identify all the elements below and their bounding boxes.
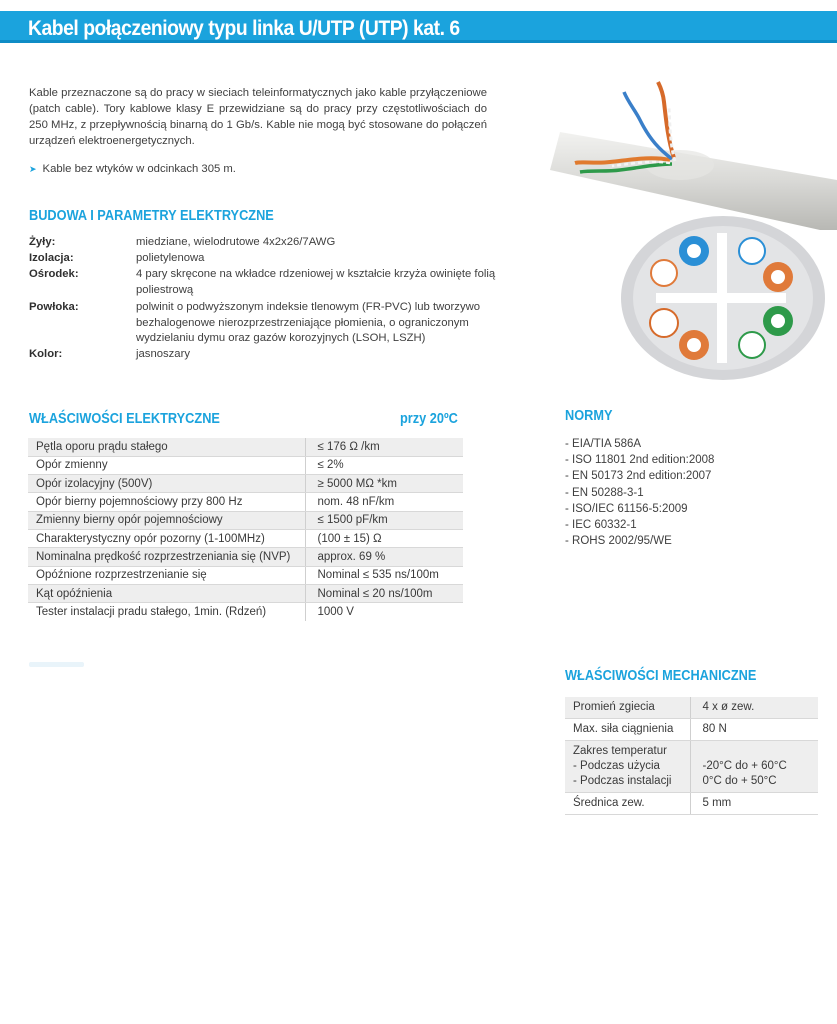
param-row-core-center — [29, 267, 499, 299]
param-label: Powłoka: — [29, 301, 79, 313]
table-cell-value: (100 ± 15) Ω — [305, 529, 463, 547]
norms-list — [565, 436, 714, 549]
table-row — [565, 697, 818, 719]
table-cell-name: Kąt opóźnienia — [28, 584, 305, 602]
table-row — [565, 719, 818, 741]
table-cell-name: Nominalna prędkość rozprzestrzeniania się (NVP) — [28, 548, 305, 566]
table-cell-value: ≤ 176 Ω /km — [305, 438, 463, 456]
temp-install-value: 0°C do + 50°C — [702, 775, 777, 787]
table-cell-value: ≥ 5000 MΩ *km — [305, 475, 463, 493]
list-item: - ROHS 2002/95/WE — [565, 535, 672, 548]
decorative-mark — [29, 662, 84, 667]
table-row — [28, 475, 463, 493]
table-row — [28, 548, 463, 566]
length-bullet-text: Kable bez wtyków w odcinkach 305 m. — [42, 163, 236, 175]
list-item: - ISO 11801 2nd edition:2008 — [565, 454, 715, 467]
cable-photo — [520, 60, 837, 230]
page-title: Kabel połączeniowy typu linka U/UTP (UTP) kat. 6 — [28, 17, 460, 40]
table-row — [28, 511, 463, 529]
construction-heading: BUDOWA I PARAMETRY ELEKTRYCZNE — [29, 208, 274, 224]
length-bullet — [29, 163, 236, 175]
param-value: miedziane, wielodrutowe 4x2x26/7AWG — [136, 236, 336, 248]
list-item: - EN 50173 2nd edition:2007 — [565, 470, 712, 483]
table-cell-value: ≤ 1500 pF/km — [305, 511, 463, 529]
cable-cross-section — [618, 213, 837, 383]
table-cell-name — [565, 741, 690, 793]
table-cell-name: Zmienny bierny opór pojemnościowy — [28, 511, 305, 529]
table-cell-value: approx. 69 % — [305, 548, 463, 566]
mechanical-table — [565, 697, 818, 815]
param-value: polietylenowa — [136, 252, 205, 264]
table-row — [565, 741, 818, 793]
arrow-bullet-icon: ➤ — [29, 163, 37, 174]
table-cell-value: 4 x ø zew. — [690, 697, 818, 719]
electrical-heading: WŁAŚCIWOŚCI ELEKTRYCZNE — [29, 411, 220, 427]
mechanical-heading: WŁAŚCIWOŚCI MECHANICZNE — [565, 668, 757, 684]
temp-use-label: - Podczas użycia — [573, 760, 660, 772]
table-cell-value — [690, 741, 818, 793]
list-item: - IEC 60332-1 — [565, 519, 637, 532]
param-label: Ośrodek: — [29, 268, 79, 280]
param-row-insulation — [29, 251, 499, 267]
table-cell-value: nom. 48 nF/km — [305, 493, 463, 511]
param-label: Żyły: — [29, 236, 56, 248]
table-cell-name: Charakterystyczny opór pozorny (1-100MHz) — [28, 529, 305, 547]
table-row — [28, 456, 463, 474]
table-cell-name: Promień zgiecia — [565, 697, 690, 719]
table-row — [565, 793, 818, 815]
temp-label: Zakres temperatur — [573, 745, 667, 757]
table-cell-value: 80 N — [690, 719, 818, 741]
temp-use-value: -20°C do + 60°C — [702, 760, 787, 772]
param-row-jacket — [29, 300, 499, 348]
table-row — [28, 603, 463, 621]
table-row — [28, 493, 463, 511]
header-bar — [0, 11, 837, 43]
param-value: jasnoszary — [136, 348, 190, 360]
table-cell-value: Nominal ≤ 535 ns/100m — [305, 566, 463, 584]
electrical-table — [28, 438, 463, 621]
table-cell-name: Opór bierny pojemnościowy przy 800 Hz — [28, 493, 305, 511]
table-cell-name: Pętla oporu prądu stałego — [28, 438, 305, 456]
table-row — [28, 438, 463, 456]
table-cell-name: Opóźnione rozprzestrzenianie się — [28, 566, 305, 584]
table-cell-name: Tester instalacji pradu stałego, 1min. (Rdzeń) — [36, 606, 267, 619]
table-cell-name: Opór zmienny — [28, 456, 305, 474]
table-cell-value: ≤ 2% — [305, 456, 463, 474]
param-row-color — [29, 347, 499, 363]
table-cell-name: Średnica zew. — [565, 793, 690, 815]
list-item: - EN 50288-3-1 — [565, 486, 644, 499]
param-label: Izolacja: — [29, 252, 74, 264]
table-cell-value: 5 mm — [690, 793, 818, 815]
table-row — [28, 566, 463, 584]
table-cell-value: Nominal ≤ 20 ns/100m — [305, 584, 463, 602]
list-item: - EIA/TIA 586A — [565, 438, 642, 450]
param-row-cores — [29, 235, 499, 251]
table-cell-value: 1000 V — [305, 603, 463, 621]
table-row — [28, 529, 463, 547]
list-item: - ISO/IEC 61156-5:2009 — [565, 502, 688, 515]
param-value: 4 pary skręcone na wkładce rdzeniowej w kształcie krzyża owinięte folią poliestrową — [136, 268, 496, 296]
temp-install-label: - Podczas instalacji — [573, 775, 672, 787]
electrical-condition: przy 20ºC — [400, 411, 458, 427]
intro-paragraph: Kable przeznaczone są do pracy w sieciach teleinformatycznych jako kable przyłączeniowe (patch cable). Tory kablowe klasy E przewidziane są do pracy przy częstotliwościach do 250 MHz, z przepływnością binarną do 1 Gb/s. Kable nie mogą być stosowane do połączeń urządzeń elektroenergetycznych. — [29, 87, 487, 147]
table-cell-name: Opór izolacyjny (500V) — [28, 475, 305, 493]
param-value: polwinit o podwyższonym indeksie tlenowym (FR-PVC) lub tworzywo bezhalogenowe nierozprzestrzeniające płomienia, o ograniczonym wydzielaniu dymu oraz gazów korozyjnych (LSOH, LSZH) — [136, 301, 481, 344]
table-cell-name: Max. siła ciągnienia — [565, 719, 690, 741]
table-row — [28, 584, 463, 602]
norms-heading: NORMY — [565, 408, 613, 424]
param-label: Kolor: — [29, 348, 63, 360]
